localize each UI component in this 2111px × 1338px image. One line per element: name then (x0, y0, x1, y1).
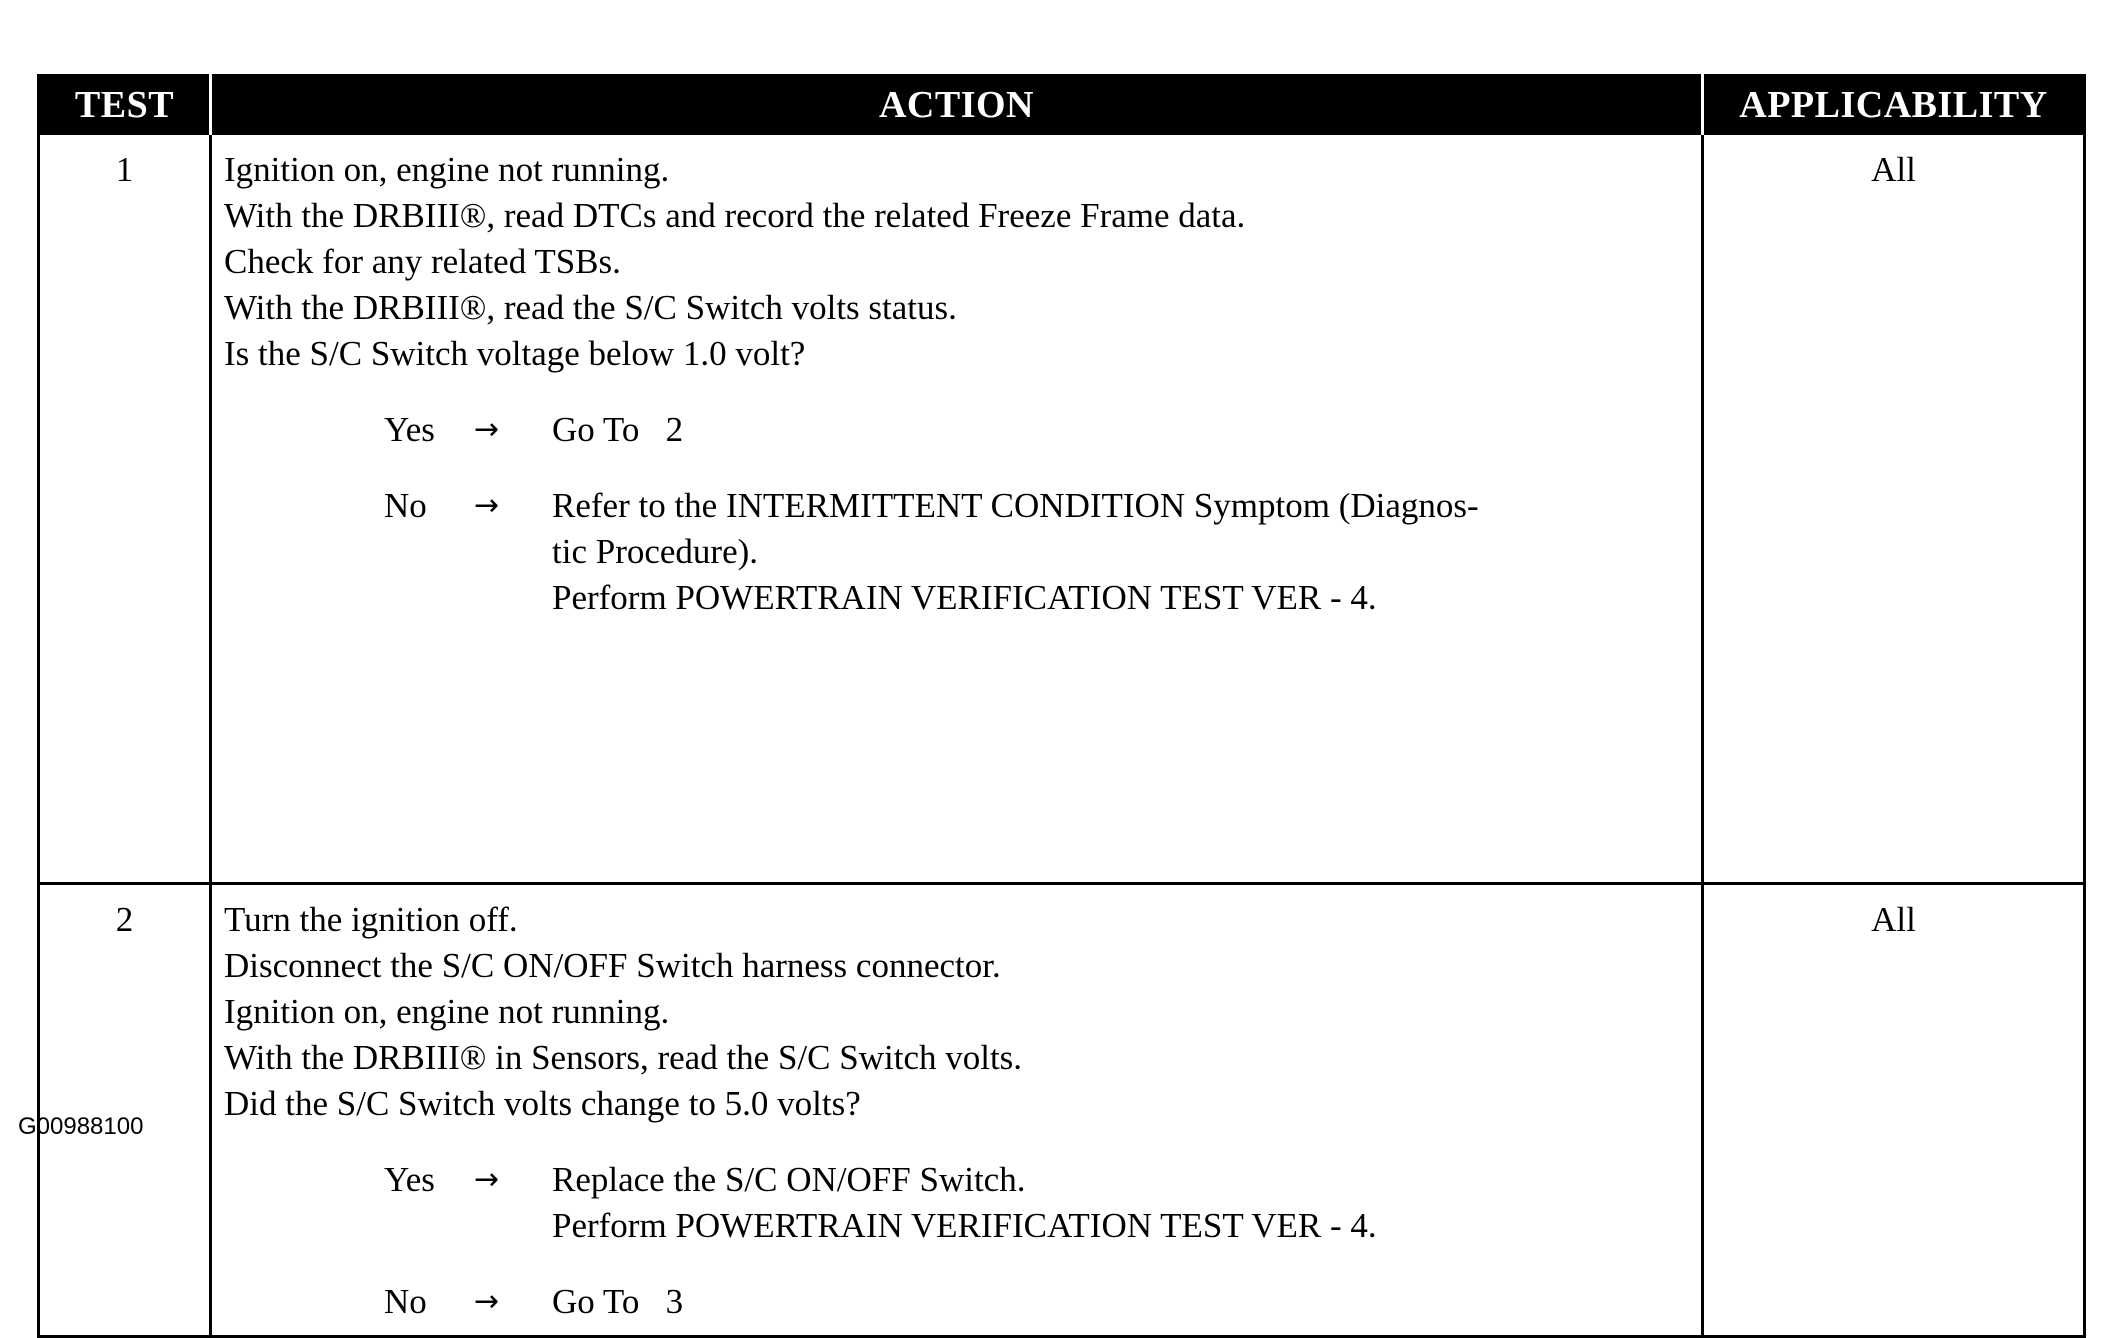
table-header-row (39, 76, 2085, 134)
test-number: 1 (39, 134, 211, 884)
action-step: Ignition on, engine not running. (224, 150, 670, 189)
no-branch (384, 483, 1691, 621)
no-result (552, 483, 1691, 621)
applicability-value: All (1703, 134, 2085, 884)
no-label: No (384, 1282, 427, 1321)
yes-result (552, 1157, 1691, 1249)
table-row (39, 134, 2085, 884)
yes-branch (384, 1157, 1691, 1249)
right-arrow-icon: → (474, 1162, 500, 1197)
action-step: With the DRBIII® in Sensors, read the S/C Switch volts. (224, 1038, 1023, 1077)
result-line: Refer to the INTERMITTENT CONDITION Symptom (Diagnos- (552, 486, 1479, 525)
test-number: 2 (39, 884, 211, 1337)
right-arrow-icon: → (474, 1284, 500, 1319)
result-line: Go To 2 (552, 410, 684, 449)
action-step: Disconnect the S/C ON/OFF Switch harness connector. (224, 946, 1001, 985)
table-row (39, 884, 2085, 1337)
right-arrow-icon: → (474, 412, 500, 447)
yes-label: Yes (384, 410, 435, 449)
action-cell (211, 884, 1703, 1337)
action-step: With the DRBIII®, read the S/C Switch volts status. (224, 288, 957, 327)
no-branch (384, 1279, 1691, 1325)
action-step: Check for any related TSBs. (224, 242, 621, 281)
action-cell (211, 134, 1703, 884)
result-line: Replace the S/C ON/OFF Switch. (552, 1160, 1026, 1199)
yes-label: Yes (384, 1160, 435, 1199)
no-result (552, 1279, 1691, 1325)
result-line: Perform POWERTRAIN VERIFICATION TEST VER - 4. (552, 1206, 1377, 1245)
result-line: Perform POWERTRAIN VERIFICATION TEST VER - 4. (552, 578, 1377, 617)
yes-branch (384, 407, 1691, 453)
diagnostic-test-table (37, 74, 2086, 1338)
applicability-value: All (1703, 884, 2085, 1337)
header-applicability: APPLICABILITY (1703, 76, 2085, 134)
figure-id: G00988100 (18, 1113, 144, 1140)
action-step: Did the S/C Switch volts change to 5.0 volts? (224, 1084, 861, 1123)
action-step: Is the S/C Switch voltage below 1.0 volt? (224, 334, 806, 373)
yes-result (552, 407, 1691, 453)
result-line: tic Procedure). (552, 532, 759, 571)
action-step: Turn the ignition off. (224, 900, 518, 939)
header-test: TEST (39, 76, 211, 134)
right-arrow-icon: → (474, 488, 500, 523)
action-step: With the DRBIII®, read DTCs and record the related Freeze Frame data. (224, 196, 1246, 235)
no-label: No (384, 486, 427, 525)
header-action: ACTION (211, 76, 1703, 134)
result-line: Go To 3 (552, 1282, 684, 1321)
action-step: Ignition on, engine not running. (224, 992, 670, 1031)
